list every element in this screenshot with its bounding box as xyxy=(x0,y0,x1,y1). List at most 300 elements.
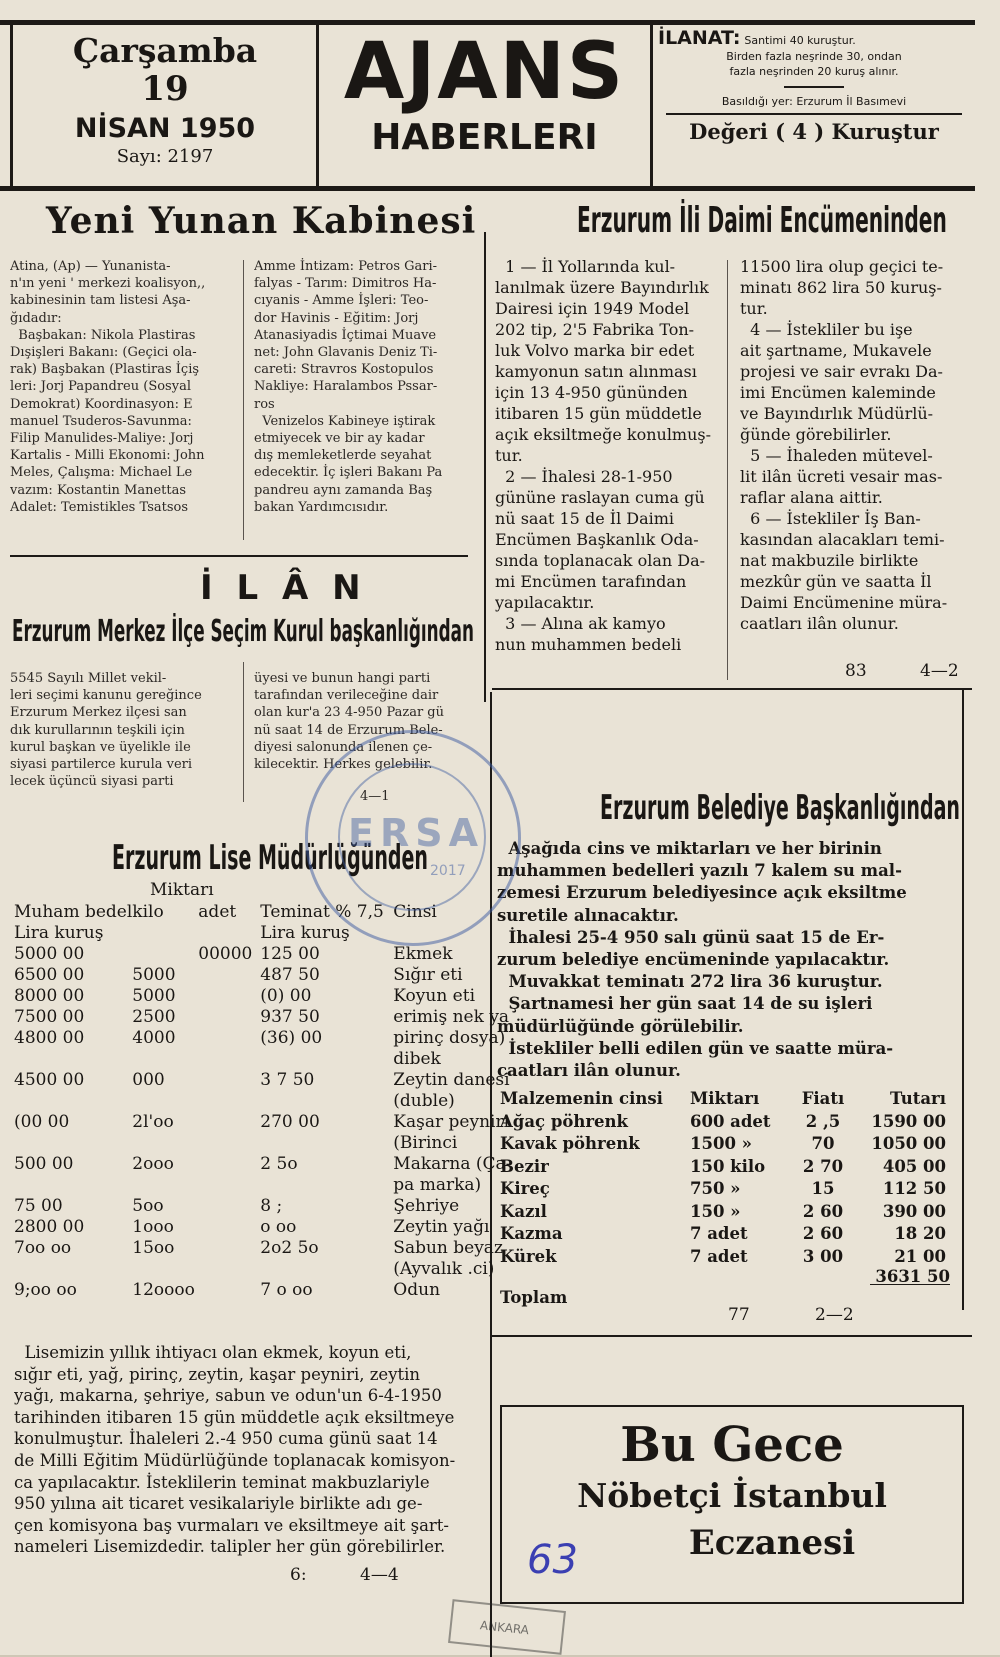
encumen-col2-line: ve Bayındırlık Müdürlü- xyxy=(740,404,934,423)
encumen-col1-line: için 13 4-950 gününden xyxy=(495,383,688,402)
encumen-col1-line: 2 — İhalesi 28-1-950 xyxy=(495,467,673,486)
lise-row-cell xyxy=(198,1049,260,1070)
cabinet-col2-line: careti: Stravros Kostopulos xyxy=(254,362,434,378)
ilan-col1-line: kurul başkan ve üyelikle ile xyxy=(10,739,191,755)
lise-row-cell xyxy=(14,1133,132,1154)
encumen-col2-line: mezkûr gün ve saatta İl xyxy=(740,572,932,591)
lise-row-cell xyxy=(198,1133,260,1154)
cabinet-headline: Yeni Yunan Kabinesi xyxy=(46,200,477,242)
belediye-body-line: İhalesi 25-4 950 salı günü saat 15 de Er- xyxy=(497,927,885,947)
lise-header: Teminat % 7,5 xyxy=(260,902,384,922)
lise-row-cell: 9;oo oo xyxy=(14,1280,77,1300)
lise-row-cell xyxy=(198,1112,260,1133)
cabinet-col1 xyxy=(10,258,238,516)
belediye-body-line: suretile alınacaktır. xyxy=(497,905,679,925)
lise-row-cell: 12oooo xyxy=(132,1280,195,1300)
belediye-row-cell: 7 adet xyxy=(690,1224,748,1243)
lise-row-cell: Kaşar peyniri xyxy=(393,1112,510,1132)
lise-row xyxy=(14,986,511,1007)
ilan-col2-line: kilecektir. Herkes gelebilir. xyxy=(254,757,433,773)
belediye-body xyxy=(497,838,959,1082)
cabinet-col1-line: ğıdadır: xyxy=(10,310,62,326)
top-rule xyxy=(0,20,975,25)
cabinet-col1-line: Atina, (Ap) — Yunanista- xyxy=(10,259,171,274)
belediye-row-cell: Kürek xyxy=(500,1246,557,1266)
lise-row-cell: (Ayvalık .ci) xyxy=(393,1259,495,1279)
lise-row-cell xyxy=(198,986,260,1007)
belediye-header: Malzemenin cinsi xyxy=(500,1089,663,1108)
lise-row xyxy=(14,1070,511,1091)
lise-row-cell: 7 o oo xyxy=(260,1280,313,1300)
belediye-body-line: Muvakkat teminatı 272 lira 36 kuruştur. xyxy=(497,972,883,992)
masthead-bottom-rule xyxy=(0,186,975,191)
lise-row xyxy=(14,1238,511,1259)
lise-row-cell: 7500 00 xyxy=(14,1007,85,1027)
belediye-row-cell: 70 xyxy=(811,1134,835,1153)
lise-row-cell xyxy=(198,1259,260,1280)
encumen-col1-line: luk Volvo marka bir edet xyxy=(495,341,695,360)
lise-row-cell: 15oo xyxy=(132,1238,175,1258)
lise-row-cell: 4500 00 xyxy=(14,1070,85,1090)
lise-row-cell: 2l'oo xyxy=(132,1112,174,1132)
encumen-col2-line: raflar alana aittir. xyxy=(740,488,883,507)
masthead-left-border xyxy=(10,20,13,190)
lise-row xyxy=(14,1112,511,1133)
lise-row-cell: erimiş nek ya xyxy=(393,1007,510,1027)
lise-row-cell: 2 5o xyxy=(260,1154,298,1174)
belediye-row xyxy=(500,1246,946,1269)
ilan-col1-line: siyasi partilerce kurula veri xyxy=(10,757,193,773)
archive-stamp xyxy=(305,730,521,946)
cabinet-col1-line: Kartalis - Milli Ekonomi: John xyxy=(10,448,205,464)
lise-row-cell: 3 7 50 xyxy=(260,1070,315,1090)
printed-at: Basıldığı yer: Erzurum İl Basımevi xyxy=(721,95,907,108)
newspaper-title: AJANS xyxy=(343,27,626,117)
lise-row-cell xyxy=(14,1091,132,1112)
belediye-row-cell: Kazıl xyxy=(500,1201,547,1221)
cabinet-col2-line: ros xyxy=(254,396,275,412)
encumen-col2-line: 5 — İhaleden mütevel- xyxy=(740,446,933,465)
lise-row-cell: 270 00 xyxy=(260,1112,320,1132)
lise-row-cell xyxy=(198,965,260,986)
lise-row-cell xyxy=(132,1259,198,1280)
belediye-body-line: zurum belediye encümeninde yapılacaktır. xyxy=(497,950,890,970)
lise-row-cell: 487 50 xyxy=(260,965,320,985)
belediye-row-cell: 2 60 xyxy=(802,1224,844,1243)
lise-row-cell: (0) 00 xyxy=(260,986,312,1006)
encumen-col1-line: yapılacaktır. xyxy=(495,593,595,612)
belediye-body-line: caatları ilân olunur. xyxy=(497,1061,681,1081)
belediye-row-cell: 405 00 xyxy=(882,1156,946,1176)
encumen-col1-line: lanılmak üzere Bayındırlık xyxy=(495,278,709,297)
handwritten-number: 63 xyxy=(527,1537,578,1583)
lise-body-line: sığır eti, yağ, pirinç, zeytin, kaşar peyniri, zeytin xyxy=(14,1364,421,1384)
belediye-table xyxy=(500,1088,946,1268)
belediye-row-cell: 21 00 xyxy=(894,1246,946,1266)
lise-header: kilo xyxy=(132,902,164,922)
lise-body-line: yağı, makarna, şehriye, sabun ve odun'un 6-4-1950 xyxy=(14,1386,442,1406)
encumen-col1-line: açık eksiltmeğe konulmuş- xyxy=(495,425,712,444)
lise-row-cell: 000 xyxy=(132,1070,165,1090)
cabinet-col2-line: dor Havinis - Eğitim: Jorj xyxy=(254,310,419,326)
encumen-bottom-rule xyxy=(492,688,972,690)
lise-heading: Erzurum Lise Müdürlüğünden xyxy=(112,838,428,878)
lise-subheader: Lira kuruş xyxy=(14,923,104,943)
lise-row-cell xyxy=(198,1028,260,1049)
lise-header: Cinsi xyxy=(393,902,437,922)
lise-subheader: Lira kuruş xyxy=(260,923,350,943)
lise-row-cell: 937 50 xyxy=(260,1007,320,1027)
belediye-heading: Erzurum Belediye Başkanlığından xyxy=(600,788,960,828)
lise-row xyxy=(14,965,511,986)
lise-row-cell xyxy=(132,1091,198,1112)
lise-row-cell xyxy=(198,1091,260,1112)
eczane-box xyxy=(500,1405,964,1604)
lise-row-cell: 5000 00 xyxy=(14,944,85,964)
encumen-col2-line: ait şartname, Mukavele xyxy=(740,341,932,360)
cabinet-col2-line: pandreu aynı zamanda Baş xyxy=(254,482,433,498)
lise-miktari: Miktarı xyxy=(150,880,214,900)
encumen-col2-line: 6 — İstekliler İş Ban- xyxy=(740,509,921,528)
belediye-row xyxy=(500,1133,946,1156)
lise-row-cell xyxy=(260,1259,393,1280)
encumen-col1-line: gününe raslayan cuma gü xyxy=(495,488,705,507)
lise-row-cell xyxy=(198,1280,260,1301)
lise-body-line: nameleri Lisemizdedir. talipler her gün görebilirler. xyxy=(14,1537,446,1557)
ilan-footer: 4—1 xyxy=(360,789,390,804)
price: Değeri ( 4 ) Kuruştur xyxy=(689,119,939,144)
lise-row xyxy=(14,1091,511,1112)
lise-body-line: tarihinden itibaren 15 gün müddetle açık eksiltmeye xyxy=(14,1407,455,1427)
belediye-row-cell: 150 kilo xyxy=(690,1156,766,1176)
cabinet-col2-line: edecektir. İç işleri Bakanı Pa xyxy=(254,465,443,481)
cabinet-col1-line: rak) Başbakan (Plastiras İçiş xyxy=(10,362,200,378)
lise-row-cell: 75 00 xyxy=(14,1196,63,1216)
encumen-col1-line: tur. xyxy=(495,446,523,465)
cabinet-col2-line: etmiyecek ve bir ay kadar xyxy=(254,431,425,447)
encumen-col1-line: itibaren 15 gün müddetle xyxy=(495,404,702,423)
belediye-total-label: Toplam xyxy=(500,1288,568,1307)
lise-row-cell xyxy=(260,1175,393,1196)
encumen-col2-line: minatı 862 lira 50 kuruş- xyxy=(740,278,942,297)
belediye-footer-right: 2—2 xyxy=(815,1305,854,1325)
lise-row-cell xyxy=(260,1049,393,1070)
lise-body-line: Lisemizin yıllık ihtiyacı olan ekmek, koyun eti, xyxy=(14,1343,412,1362)
ilan-subheading: Erzurum Merkez İlçe Seçim Kurul başkanlığından xyxy=(12,614,474,649)
lise-row xyxy=(14,1175,511,1196)
encumen-col2-line: imi Encümen kaleminde xyxy=(740,383,936,402)
encumen-col1-line: Encümen Başkanlık Oda- xyxy=(495,530,699,549)
issue-number: Sayı: 2197 xyxy=(116,146,214,167)
cabinet-col1-line: Demokrat) Koordinasyon: E xyxy=(10,396,193,412)
encumen-col1-line: 202 tip, 2'5 Fabrika Ton- xyxy=(495,320,695,339)
ilan-col1-line: lecek üçüncü siyasi parti xyxy=(10,774,174,790)
cabinet-col1-line: leri: Jorj Papandreu (Sosyal xyxy=(10,379,191,395)
lise-table xyxy=(14,902,511,1301)
lise-row-cell xyxy=(14,1175,132,1196)
ilan-col1-line: Erzurum Merkez ilçesi san xyxy=(10,705,187,721)
ad-rate-line3: fazla neşrinden 20 kuruş alınır. xyxy=(729,65,899,78)
lise-row-cell: pirinç dosya) xyxy=(393,1028,506,1048)
lise-row xyxy=(14,944,511,965)
cabinet-col2-line: Venizelos Kabineye iştirak xyxy=(254,413,436,429)
belediye-header: Fiatı xyxy=(801,1089,845,1108)
lise-row-cell: 4000 xyxy=(132,1028,176,1048)
cabinet-col2-line: Nakliye: Haralambos Pssar- xyxy=(254,379,438,395)
lise-row-cell: Sabun beyaz xyxy=(393,1238,503,1258)
eczane-line2: Nöbetçi İstanbul xyxy=(577,1476,887,1515)
cabinet-col1-line: Filip Manulides-Maliye: Jorj xyxy=(10,431,194,447)
encumen-col2-line: projesi ve sair evrakı Da- xyxy=(740,362,943,381)
belediye-row xyxy=(500,1201,946,1224)
lise-row-cell: (duble) xyxy=(393,1091,455,1111)
lise-row xyxy=(14,1049,511,1070)
ad-separator xyxy=(784,86,844,88)
lise-row-cell: 2500 xyxy=(132,1007,176,1027)
belediye-footer-left: 77 xyxy=(728,1305,750,1325)
lise-row xyxy=(14,1154,511,1175)
encumen-col2-line: caatları ilân olunur. xyxy=(740,614,899,633)
encumen-col2-line: nat makbuzile birlikte xyxy=(740,551,919,570)
cabinet-col2-line: bakan Yardımcısıdır. xyxy=(254,499,389,515)
belediye-row-cell: Kavak pöhrenk xyxy=(500,1134,640,1153)
ilan-col1-line: dık kurullarının teşkili için xyxy=(10,722,185,738)
lise-row-cell xyxy=(132,1133,198,1154)
belediye-header-row xyxy=(500,1088,946,1111)
date-box xyxy=(20,32,310,168)
encumen-col2 xyxy=(740,256,980,634)
title-box xyxy=(322,26,647,158)
lise-row-cell: (36) 00 xyxy=(260,1028,323,1048)
lise-row-cell xyxy=(14,1049,132,1070)
belediye-row-cell: 3 00 xyxy=(802,1246,844,1266)
lise-row-cell xyxy=(198,1175,260,1196)
cabinet-col2-line: dış memleketlerde seyahat xyxy=(254,448,432,464)
lise-row-cell: 5000 xyxy=(132,986,176,1006)
lise-row-cell: 6500 00 xyxy=(14,965,85,985)
lise-row xyxy=(14,1007,511,1028)
lise-body xyxy=(14,1342,469,1558)
cabinet-bottom-rule xyxy=(10,555,468,557)
lise-body-line: konulmuştur. İhaleleri 2.-4 950 cuma günü saat 14 xyxy=(14,1429,438,1449)
lise-row-cell: (00 00 xyxy=(14,1112,70,1132)
lise-row-cell: Makarna (Ça- xyxy=(393,1154,512,1174)
lise-row xyxy=(14,1133,511,1154)
encumen-col2-line: 11500 lira olup geçici te- xyxy=(740,257,944,276)
library-stamp xyxy=(448,1599,566,1655)
ad-rate-line1: Santimi 40 kuruştur. xyxy=(744,34,856,47)
belediye-bottom-rule xyxy=(492,1335,972,1337)
cabinet-col2-line: Amme İntizam: Petros Gari- xyxy=(254,259,438,274)
encumen-col1-line: Dairesi için 1949 Model xyxy=(495,299,690,318)
lise-body-line: de Milli Eğitim Müdürlüğünde toplanacak komisyon- xyxy=(14,1450,456,1470)
day-number: 19 xyxy=(141,69,189,109)
encumen-col2-line: tur. xyxy=(740,299,768,318)
encumen-col2-line: lit ilân ücreti vesair mas- xyxy=(740,467,943,486)
belediye-total-value: 3631 50 xyxy=(875,1267,950,1286)
cabinet-col1-line: Dışişleri Bakanı: (Geçici ola- xyxy=(10,345,197,361)
ilan-col1-line: leri seçimi kanunu gereğince xyxy=(10,688,202,704)
belediye-body-line: müdürlüğünde görülebilir. xyxy=(497,1016,744,1036)
belediye-row-cell: 112 50 xyxy=(882,1179,946,1198)
belediye-row xyxy=(500,1223,946,1246)
cabinet-col1-line: n'ın yeni ' merkezi koalisyon,, xyxy=(10,276,206,292)
ilan-col2-line: nü saat 14 de Erzurum Bele- xyxy=(254,722,443,738)
encumen-col1-line: nü saat 15 de İl Daimi xyxy=(495,509,675,528)
belediye-body-line: zemesi Erzurum belediyesince açık eksiltme xyxy=(497,883,907,903)
lise-row-cell xyxy=(198,1217,260,1238)
ad-rates-box xyxy=(658,27,970,144)
price-frame xyxy=(666,113,962,144)
archive-stamp-text: ERSA xyxy=(348,811,484,855)
belediye-row-cell: 750 » xyxy=(690,1179,741,1198)
lise-row-cell xyxy=(132,1049,198,1070)
lise-row xyxy=(14,1217,511,1238)
encumen-col1-line: kamyonun satın alınması xyxy=(495,362,697,381)
cabinet-col2-line: net: John Glavanis Deniz Ti- xyxy=(254,345,438,361)
belediye-row-cell: Kazma xyxy=(500,1224,563,1243)
newspaper-subtitle: HABERLERI xyxy=(371,117,598,158)
belediye-row-cell: 150 » xyxy=(690,1201,741,1221)
lise-row-cell xyxy=(198,1154,260,1175)
lise-row xyxy=(14,1196,511,1217)
encumen-col2-line: kasından alacakları temi- xyxy=(740,530,945,549)
lise-row-cell: dibek xyxy=(393,1049,441,1069)
belediye-row-cell: 2 ,5 xyxy=(805,1111,841,1131)
lise-row-cell: 5000 xyxy=(132,965,176,985)
encumen-col2-line: 4 — İstekliler bu işe xyxy=(740,320,913,339)
lise-row-cell: 2o2 5o xyxy=(260,1238,319,1258)
lise-row-cell xyxy=(14,1259,132,1280)
cabinet-col1-line: manuel Tsuderos-Savunma: xyxy=(10,413,192,429)
encumen-col1-line: mi Encümen tarafından xyxy=(495,572,687,591)
eczane-line1: Bu Gece xyxy=(620,1417,844,1473)
lise-row xyxy=(14,1259,511,1280)
ilan-column-divider xyxy=(243,662,244,802)
lise-footer-right: 4—4 xyxy=(360,1565,399,1585)
belediye-row-cell: 390 00 xyxy=(882,1201,946,1221)
encumen-col1 xyxy=(495,256,727,655)
encumen-col1-line: sında toplanacak olan Da- xyxy=(495,551,706,570)
lise-row-cell: (Birinci xyxy=(393,1133,458,1153)
belediye-row-cell: 2 70 xyxy=(802,1156,844,1176)
masthead-divider-1 xyxy=(316,20,319,188)
cabinet-col1-line: vazım: Kostantin Manettas xyxy=(10,482,187,498)
lise-row-cell: Odun xyxy=(393,1280,441,1300)
ilan-col1-line: 5545 Sayılı Millet vekil- xyxy=(10,671,167,686)
belediye-row-cell: 1050 00 xyxy=(871,1134,946,1153)
lise-row-cell xyxy=(198,1196,260,1217)
lise-row-cell: 2ooo xyxy=(132,1154,174,1174)
lise-row-cell: 4800 00 xyxy=(14,1028,85,1048)
lise-row-cell xyxy=(260,1091,393,1112)
belediye-body-line: Şartnamesi her gün saat 14 de su işleri xyxy=(497,994,873,1014)
lise-row-cell: 00000 xyxy=(198,944,253,964)
lise-header: adet xyxy=(198,902,237,922)
lise-row-cell: 2800 00 xyxy=(14,1217,85,1237)
lise-row-cell xyxy=(198,1070,260,1091)
cabinet-col1-line: Başbakan: Nikola Plastiras xyxy=(10,327,196,343)
belediye-header: Tutarı xyxy=(889,1089,946,1108)
ilan-col1 xyxy=(10,670,238,790)
lise-row-cell: 8000 00 xyxy=(14,986,85,1006)
ilan-col2-line: üyesi ve bunun hangi parti xyxy=(254,671,431,686)
ad-rates-head: İLANAT: xyxy=(658,27,741,49)
cabinet-col1-line: Meles, Çalışma: Michael Le xyxy=(10,465,193,481)
eczane-line3: Eczanesi xyxy=(688,1523,856,1563)
lise-row-cell xyxy=(132,944,198,965)
lise-row xyxy=(14,1028,511,1049)
belediye-row-cell: 15 xyxy=(811,1179,835,1198)
belediye-right-border xyxy=(962,690,964,1310)
cabinet-col1-line: kabinesinin tam listesi Aşa- xyxy=(10,293,191,309)
belediye-body-line: muhammen bedelleri yazılı 7 kalem su mal- xyxy=(497,861,902,881)
belediye-row xyxy=(500,1178,946,1201)
belediye-body-line: Aşağıda cins ve miktarları ve her birinin xyxy=(497,839,882,858)
lise-row-cell xyxy=(132,1175,198,1196)
lise-row-cell: Ekmek xyxy=(393,944,453,964)
belediye-header: Miktarı xyxy=(690,1089,760,1108)
lise-row-cell: 8 ; xyxy=(260,1196,283,1216)
encumen-heading: Erzurum İli Daimi Encümeninden xyxy=(577,200,947,241)
lise-body-line: ca yapılacaktır. İsteklilerin teminat makbuzlariyle xyxy=(14,1472,430,1492)
encumen-column-divider xyxy=(727,260,728,680)
ad-rate-line2: Birden fazla neşrinde 30, ondan xyxy=(726,50,902,63)
belediye-row xyxy=(500,1156,946,1179)
encumen-footer-left: 83 xyxy=(845,661,867,681)
lise-row-cell: 1ooo xyxy=(132,1217,174,1237)
belediye-row-cell: 7 adet xyxy=(690,1246,748,1266)
belediye-row xyxy=(500,1111,946,1134)
column-divider-main xyxy=(484,232,486,702)
cabinet-column-divider xyxy=(243,260,244,540)
ilan-col2-line: olan kur'a 23 4-950 Pazar gü xyxy=(254,705,444,721)
belediye-row-cell: Kireç xyxy=(500,1179,550,1198)
archive-stamp-year: 2017 xyxy=(430,863,466,879)
cabinet-col2-line: cıyanis - Amme İşleri: Teo- xyxy=(254,293,429,309)
lise-row-cell xyxy=(198,1007,260,1028)
lise-row-cell: pa marka) xyxy=(393,1175,482,1195)
encumen-col2-line: Daimi Encümenine müra- xyxy=(740,593,948,612)
lise-row-cell: Zeytin yağı xyxy=(393,1217,490,1237)
lise-row-cell: 500 00 xyxy=(14,1154,74,1174)
encumen-col1-line: nun muhammen bedeli xyxy=(495,635,682,654)
lise-row-cell: o oo xyxy=(260,1217,297,1237)
ilan-col2-line: diyesi salonunda ilenen çe- xyxy=(254,739,433,755)
belediye-row-cell: Ağaç pöhrenk xyxy=(500,1111,628,1131)
lise-row-cell: Zeytin danesi xyxy=(393,1070,510,1090)
lise-row-cell: 7oo oo xyxy=(14,1238,72,1258)
lise-row-cell: Şehriye xyxy=(393,1196,460,1216)
encumen-col1-line: 1 — İl Yollarında kul- xyxy=(495,257,676,276)
ilan-col2-line: tarafından verileceğine dair xyxy=(254,688,439,704)
library-stamp-text: ANKARA xyxy=(479,1618,530,1638)
lise-row-cell: 125 00 xyxy=(260,944,320,964)
belediye-row-cell: 1590 00 xyxy=(871,1111,946,1131)
encumen-footer-right: 4—2 xyxy=(920,661,959,681)
cabinet-col2 xyxy=(254,258,482,516)
belediye-row-cell: 1500 » xyxy=(690,1134,752,1153)
lise-row-cell: Koyun eti xyxy=(393,986,476,1006)
cabinet-col2-line: falyas - Tarım: Dimitros Ha- xyxy=(254,276,437,292)
lise-footer-left: 6: xyxy=(290,1565,307,1585)
belediye-body-line: İstekliler belli edilen gün ve saatte müra- xyxy=(497,1038,894,1058)
belediye-row-cell: Bezir xyxy=(500,1156,549,1176)
lise-row-cell: Sığır eti xyxy=(393,965,463,985)
lise-row-cell: 5oo xyxy=(132,1196,164,1216)
belediye-row-cell: 18 20 xyxy=(894,1224,946,1243)
lise-row-cell xyxy=(198,1238,260,1259)
